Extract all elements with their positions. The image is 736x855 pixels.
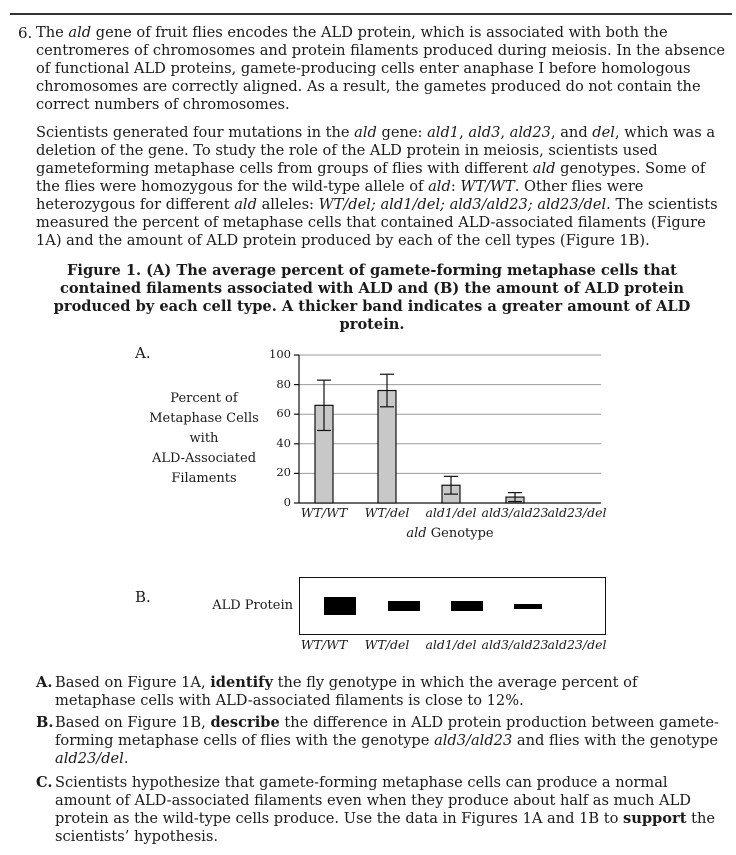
text-run: ald	[68, 24, 92, 41]
text-run: :	[450, 178, 461, 195]
question-number: 6.	[18, 24, 33, 42]
question-b-text	[55, 714, 722, 768]
text-run: ald23	[509, 124, 551, 141]
protein-band	[514, 604, 542, 609]
text-run: ald	[532, 160, 556, 177]
bar	[315, 405, 333, 503]
text-run: describe	[210, 714, 280, 731]
text-run: support	[623, 810, 687, 827]
panel-b-label: B.	[135, 588, 151, 606]
text-run: identify	[210, 674, 273, 691]
western-blot	[299, 577, 606, 635]
text-run: ald	[354, 124, 377, 141]
text-run: Scientists generated four mutations in the	[36, 124, 355, 141]
ald-protein-label: ALD Protein	[212, 598, 293, 613]
question-a-letter: A.	[36, 674, 53, 691]
protein-band	[388, 601, 420, 611]
y-axis-label	[134, 389, 274, 489]
text-run: Based on Figure 1A,	[55, 674, 211, 691]
text-run: ald23/del	[55, 750, 124, 767]
protein-band	[451, 601, 483, 611]
y-tick-label: 80	[276, 376, 291, 391]
text-run: , which was a deletion of the gene. To study the role of the ALD protein in meiosis, scientists used gameteforming metaphase cells from groups of flies with different	[36, 124, 716, 177]
blot-genotype-label: WT/del	[364, 637, 410, 652]
text-run: ald3	[468, 124, 501, 141]
question-a-text	[55, 674, 722, 710]
x-category-label: ald1/del	[425, 505, 477, 520]
text-run: The	[36, 24, 69, 41]
blot-genotype-label: ald23/del	[547, 637, 607, 652]
text-run: WT/WT	[460, 178, 515, 195]
question-c	[36, 774, 722, 846]
x-category-label: WT/del	[364, 505, 410, 520]
text-run: ald3/ald23	[434, 732, 513, 749]
figure-title: Figure 1. (A) The average percent of gamete-forming metaphase cells that contained filaments associated with ALD and (B) the amount of ALD protein produced by each cell type. A thicker band indicates a greater amount of ALD protein.	[53, 262, 691, 333]
panel-a-label: A.	[135, 344, 151, 362]
intro-paragraph	[36, 24, 728, 114]
question-a	[36, 674, 722, 710]
bar	[378, 391, 396, 503]
y-tick-label: 100	[269, 347, 291, 361]
y-axis-label-line: ALD-Associated	[151, 451, 257, 466]
protein-band	[324, 597, 356, 615]
text-run: alleles:	[256, 196, 319, 213]
blot-genotype-label: WT/WT	[300, 637, 348, 652]
y-tick-label: 60	[276, 406, 291, 421]
text-run: ald1	[427, 124, 460, 141]
text-run: ,	[459, 124, 469, 141]
top-rule	[10, 13, 732, 15]
text-run: . Other flies were heterozygous for different	[36, 178, 644, 213]
methods-paragraph	[36, 124, 728, 250]
x-category-label: ald23/del	[547, 505, 607, 520]
question-b-letter: B.	[36, 714, 54, 731]
text-run: Scientists hypothesize that gamete-forming metaphase cells can produce a normal amount of ALD-associated filaments even when they produce about half as much ALD protein as the wild-type cells produce. Use the data in Figures 1A and 1B to	[55, 774, 691, 827]
text-run: .	[123, 750, 129, 767]
text-run: The scientists measured the percent of metaphase cells that contained ALD-associated filaments (Figure 1A) and the amount of ALD protein produced by each of the cell types (Figure 1B).	[36, 196, 718, 249]
text-run: ,	[500, 124, 510, 141]
bar	[442, 485, 460, 503]
question-b	[36, 714, 722, 768]
text-run: the scientists’ hypothesis.	[55, 810, 715, 845]
y-axis-label-line: Metaphase Cells with	[149, 411, 259, 446]
y-axis-label-line: Filaments	[171, 471, 237, 486]
text-run: Based on Figure 1B,	[55, 714, 211, 731]
question-c-letter: C.	[36, 774, 53, 791]
y-tick-label: 20	[276, 465, 291, 480]
text-run: , and	[550, 124, 593, 141]
text-run: the fly genotype in which the average percent of metaphase cells with ALD-associated filaments is close to 12%.	[55, 674, 638, 709]
blot-genotype-label: ald1/del	[425, 637, 477, 652]
text-run: ald	[428, 178, 451, 195]
text-run: and flies with the genotype	[512, 732, 719, 749]
x-axis-title: ald Genotype	[406, 526, 494, 541]
text-run: gene:	[376, 124, 428, 141]
text-run: WT/del; ald1/del; ald3/ald23; ald23/del.	[318, 196, 611, 213]
text-run: del	[592, 124, 615, 141]
bar	[506, 497, 524, 503]
question-c-text	[55, 774, 722, 846]
y-tick-label: 40	[276, 435, 291, 450]
text-run: genotypes. Some of the flies were homozygous for the wild-type allele of	[36, 160, 706, 195]
text-run: the difference in ALD protein production between gamete-forming metaphase cells of flies with the genotype	[55, 714, 719, 749]
blot-genotype-label: ald3/ald23	[481, 637, 549, 652]
x-category-label: ald3/ald23	[481, 505, 549, 520]
y-tick-label: 0	[283, 495, 291, 509]
y-axis-label-line: Percent of	[170, 391, 238, 406]
text-run: gene of fruit flies encodes the ALD protein, which is associated with both the centromeres of chromosomes and protein filaments produced during meiosis. In the absence of functional ALD proteins, gamete-producing cells enter anaphase I before homologous chromosomes are correctly aligned. As a result, the gametes produced do not contain the correct numbers of chromosomes.	[36, 24, 726, 113]
text-run: ald	[234, 196, 257, 213]
x-category-label: WT/WT	[300, 505, 348, 520]
